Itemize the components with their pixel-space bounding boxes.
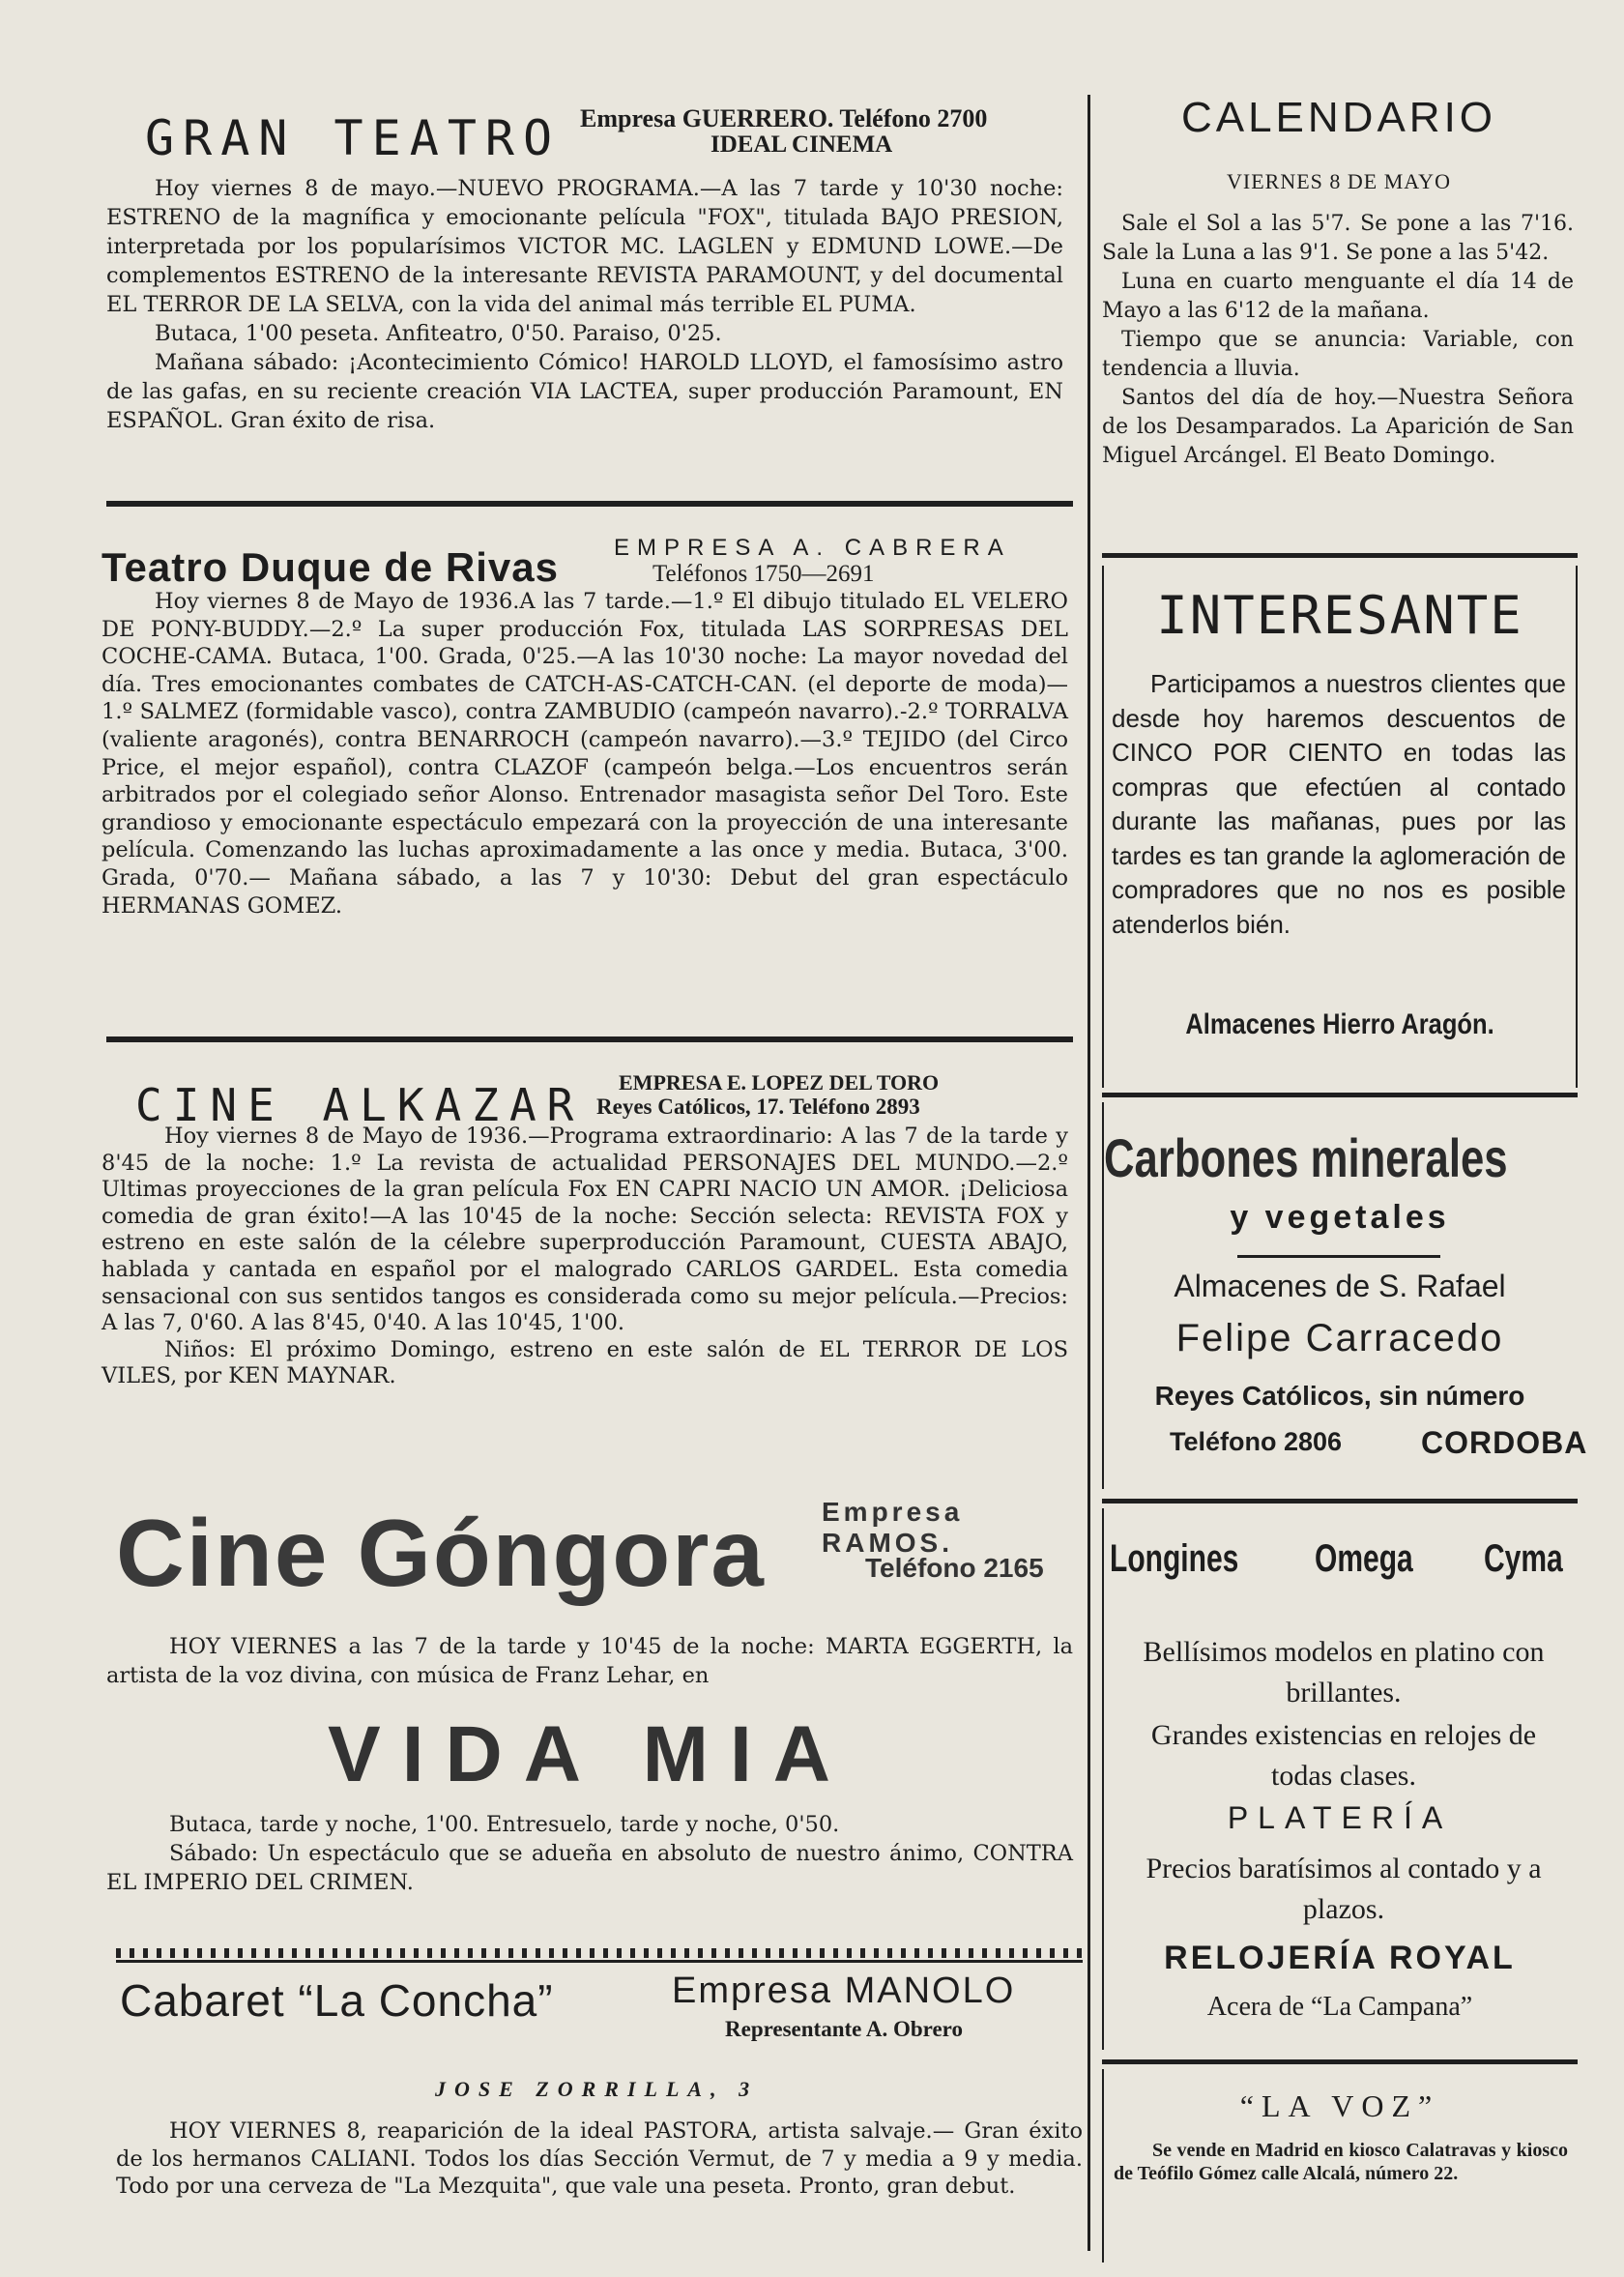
duque-rivas-empresa: EMPRESA A. CABRERA (614, 535, 1011, 561)
carbones-subtitle: y vegetales (1230, 1199, 1450, 1236)
gran-teatro-tomorrow: Mañana sábado: ¡Acontecimiento Cómico! HAROLD LLOYD, el famosísimo astro de las gafas, en su reciente creación VIA LACTEA, super producción Paramount, EN ESPAÑOL. Gran éxito de risa. (106, 350, 1063, 433)
underline (1237, 1255, 1440, 1258)
la-voz-box (1102, 2069, 1578, 2262)
interesante-title: INTERESANTE (1156, 585, 1523, 646)
carbones-city: CORDOBA (1421, 1425, 1588, 1460)
calendario-box (1102, 92, 1576, 537)
dotted-divider (116, 1948, 1083, 1958)
alkazar-kids: Niños: El próximo Domingo, estreno en este salón de EL TERROR DE LOS VILES, por KEN MAYNAR. (102, 1336, 1068, 1389)
relojeria-name: RELOJERÍA ROYAL (1164, 1940, 1516, 1976)
alkazar-empresa: EMPRESA E. LOPEZ DEL TORO (619, 1070, 940, 1095)
interesante-body: Participamos a nuestros clientes que desde hoy haremos descuentos de CINCO POR CIENTO en todas las compras que efectúen al contado durante las mañanas, pues por las tardes es tan grande la aglomeración de compradores que no nos es posible atenderlos bién. (1112, 669, 1566, 939)
divider (1102, 2059, 1578, 2064)
gongora-empresa: Empresa RAMOS. (822, 1497, 964, 1558)
concha-empresa: Empresa MANOLO (672, 1970, 1016, 2011)
gran-teatro-prices: Butaca, 1'00 peseta. Anfiteatro, 0'50. Paraiso, 0'25. (155, 321, 722, 346)
gran-teatro-subtitle: IDEAL CINEMA (710, 131, 893, 158)
duque-rivas-phones: Teléfonos 1750—2691 (652, 561, 875, 587)
concha-ad (106, 1970, 1092, 2261)
relojeria-line2: Grandes existencias en relojes de todas clases. (1150, 1719, 1537, 1792)
relojeria-plateria: PLATERÍA (1227, 1800, 1453, 1835)
concha-rep: Representante A. Obrero (725, 2017, 963, 2041)
divider (1102, 553, 1578, 558)
gongora-ad (106, 1489, 1092, 1953)
la-voz-body: Se vende en Madrid en kiosco Calatravas y kiosco de Teófilo Gómez calle Alcalá, número 22. (1114, 2140, 1568, 2184)
gran-teatro-ad (106, 104, 1073, 462)
divider (106, 501, 1073, 507)
carbones-box (1102, 1102, 1588, 1489)
gongora-phone: Teléfono 2165 (865, 1553, 1044, 1583)
gran-teatro-body: Hoy viernes 8 de mayo.—NUEVO PROGRAMA.—A las 7 tarde y 10'30 noche: ESTRENO de la magnífica y emocionante película "FOX", titulada BAJO PRESION, interpretada por los popularísimos VICTOR MC. LAGLEN y EDMUND LOWE.—De complementos ESTRENO de la interesante REVISTA PARAMOUNT, y del documental EL TERROR DE LA SELVA, con la vida del animal más terrible EL PUMA. (106, 176, 1063, 317)
carbones-owner: Felipe Carracedo (1175, 1317, 1504, 1359)
interesante-box (1102, 566, 1578, 1088)
calendario-weather: Tiempo que se anuncia: Variable, con tendencia a lluvia. (1102, 328, 1574, 381)
duque-rivas-body: Hoy viernes 8 de Mayo de 1936.A las 7 tarde.—1.º El dibujo titulado EL VELERO DE PONY-BUDDY.—2.º La super producción Fox, titulada LAS SORPRESAS DEL COCHE-CAMA. Butaca, 1'00. Grada, 0'25.—A las 10'30 noche: La mayor novedad del día. Tres emocionantes combates de CATCH-AS-CATCH-CAN. (el deporte de moda)—1.º SALMEZ (formidable vasco), contra ZAMBUDIO (campeón navarro).-2.º TORRALVA (valiente aragonés), contra BENARROCH (campeón navarro).—3.º TEJIDO (del Circo Price, el mejor español), contra CLAZOF (campeón belga.—Los encuentros serán arbitrados por el colegiado señor Alonso. Entrenador masagista señor Del Toro. Este grandioso y emocionante espectáculo empezará con la proyección de una interesante película. Comenzando las luchas aproximadamente a las once y media. Butaca, 3'00. Grada, 0'70.— Mañana sábado, a las 7 y 10'30: Debut del gran espectáculo HERMANAS GOMEZ. (102, 589, 1068, 919)
carbones-title: Carbones minerales (1104, 1127, 1508, 1188)
divider (116, 1960, 1083, 1963)
relojeria-prices: Precios baratísimos al contado y a plazos. (1146, 1853, 1542, 1925)
column-separator (1088, 95, 1090, 2251)
calendario-date: VIERNES 8 DE MAYO (1227, 169, 1451, 193)
carbones-store: Almacenes de S. Rafael (1174, 1269, 1506, 1303)
calendario-title: CALENDARIO (1180, 94, 1497, 141)
calendario-moon: Luna en cuarto menguante el día 14 de Mayo a las 6'12 de la mañana. (1102, 270, 1574, 323)
alkazar-address: Reyes Católicos, 17. Teléfono 2893 (596, 1095, 920, 1119)
relojeria-brand2: Omega (1315, 1537, 1413, 1580)
relojeria-line1: Bellísimos modelos en platino con brillantes. (1143, 1636, 1545, 1708)
relojeria-box (1102, 1508, 1578, 2050)
gongora-title: Cine Góngora (116, 1500, 766, 1606)
la-voz-title: “LA VOZ” (1239, 2088, 1440, 2123)
calendario-saints: Santos del día de hoy.—Nuestra Señora de los Desamparados. La Aparición de San Miguel Arcángel. El Beato Domingo. (1102, 386, 1574, 468)
alkazar-title: CINE ALKAZAR (135, 1079, 585, 1131)
concha-title: Cabaret “La Concha” (120, 1975, 554, 2026)
duque-rivas-ad (102, 530, 1073, 1004)
relojeria-address: Acera de “La Campana” (1206, 1992, 1473, 2022)
concha-body: HOY VIERNES 8, reaparición de la ideal PASTORA, artista salvaje.— Gran éxito de los hermanos CALIANI. Todos los días Sección Vermut, de 7 y media a 9 y media. Todo por una cerveza de "La Mezquita", que vale una peseta. Pronto, gran debut. (116, 2118, 1083, 2199)
relojeria-brand3: Cyma (1484, 1537, 1563, 1580)
divider (106, 1036, 1073, 1042)
divider (1102, 1499, 1578, 1503)
gran-teatro-empresa: Empresa GUERRERO. Teléfono 2700 (580, 104, 988, 132)
gran-teatro-title: GRAN TEATRO (145, 110, 562, 166)
relojeria-brand1: Longines (1110, 1537, 1239, 1580)
carbones-phone: Teléfono 2806 (1170, 1427, 1343, 1456)
alkazar-body: Hoy viernes 8 de Mayo de 1936.—Programa extraordinario: A las 7 de la tarde y 8'45 de la noche: 1.º La revista de actualidad PERSONAJES DEL MUNDO.—2.º Ultimas proyecciones de la gran película Fox EN CAPRI NACIO UN AMOR. ¡Deliciosa comedia de gran éxito!—A las 10'45 de la noche: Sección selecta: REVISTA FOX y estreno en este salón de la célebre superproducción Paramount, CUESTA ABAJO, hablada y cantada en español por el malogrado CARLOS GARDEL. Esta comedia sensacional con sus sentidos tangos es considerada como su mejor película.—Precios: A las 7, 0'60. A las 8'45, 0'40. A las 10'45, 1'00. (102, 1124, 1068, 1336)
concha-address: JOSE ZORRILLA, 3 (435, 2077, 759, 2101)
divider (1102, 1093, 1578, 1097)
duque-rivas-title: Teatro Duque de Rivas (102, 544, 559, 590)
gongora-prices: Butaca, tarde y noche, 1'00. Entresuelo, tarde y noche, 0'50. (169, 1812, 840, 1837)
gongora-film: VIDA MIA (328, 1710, 852, 1798)
interesante-signature: Almacenes Hierro Aragón. (1185, 1008, 1494, 1040)
alkazar-ad (102, 1066, 1073, 1452)
carbones-address: Reyes Católicos, sin número (1154, 1381, 1525, 1411)
gongora-saturday: Sábado: Un espectáculo que se adueña en absoluto de nuestro ánimo, CONTRA EL IMPERIO DEL CRIMEN. (106, 1841, 1073, 1895)
gongora-body: HOY VIERNES a las 7 de la tarde y 10'45 de la noche: MARTA EGGERTH, la artista de la voz divina, con música de Franz Lehar, en (106, 1634, 1073, 1688)
calendario-sun: Sale el Sol a las 5'7. Se pone a las 7'16. Sale la Luna a las 9'1. Se pone a las 5'42. (1102, 212, 1574, 265)
